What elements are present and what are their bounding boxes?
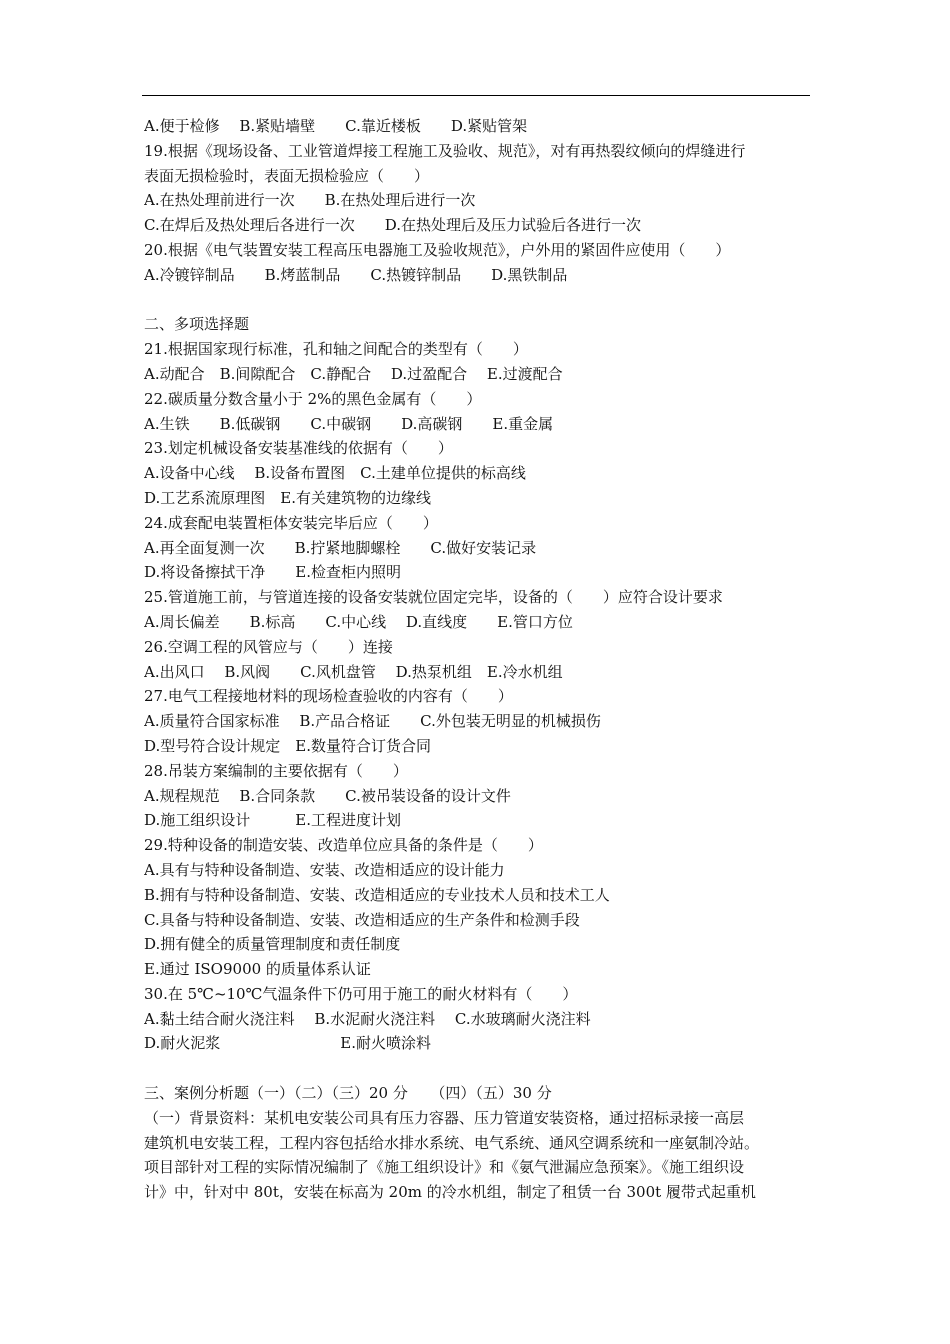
option-line: A.便于检修 B.紧贴墙壁 C.靠近楼板 D.紧贴管架	[144, 117, 528, 135]
question-23: 23.划定机械设备安装基准线的依据有（ ）	[144, 439, 453, 458]
blank-line	[144, 1056, 812, 1081]
question-25: 25.管道施工前，与管道连接的设备安装就位固定完毕，设备的（ ）应符合设计要求	[144, 588, 723, 607]
case-paragraph-line: 计》中，针对中 80t，安装在标高为 20m 的冷水机组，制定了租赁一台 300t 履带式起重机	[144, 1183, 756, 1202]
section-heading-case-analysis: 三、案例分析题（一）（二）（三）20 分 （四）（五）30 分	[144, 1084, 552, 1103]
option-line: D.工艺系流原理图 E.有关建筑物的边缘线	[144, 488, 431, 507]
option-line: E.通过 ISO9000 的质量体系认证	[144, 960, 371, 979]
case-paragraph-line: （一）背景资料：某机电安装公司具有压力容器、压力管道安装资格，通过招标录接一高层	[144, 1108, 745, 1127]
option-line: A.生铁 B.低碳钢 C.中碳钢 D.高碳钢 E.重金属	[144, 414, 554, 433]
case-paragraph-line: 项目部针对工程的实际情况编制了《施工组织设计》和《氨气泄漏应急预案》。《施工组织设	[144, 1158, 745, 1177]
option-line: A.动配合 B.间隙配合 C.静配合 D.过盈配合 E.过渡配合	[144, 364, 563, 383]
option-line: D.拥有健全的质量管理制度和责任制度	[144, 935, 401, 954]
question-20: 20.根据《电气装置安装工程高压电器施工及验收规范》，户外用的紧固件应使用（ ）	[144, 240, 731, 259]
option-line: D.型号符合设计规定 E.数量符合订货合同	[144, 736, 431, 755]
option-line: D.将设备擦拭干净 E.检查柜内照明	[144, 563, 401, 582]
option-line: A.具有与特种设备制造、安装、改造相适应的设计能力	[144, 860, 505, 879]
option-line: A.黏土结合耐火浇注料 B.水泥耐火浇注料 C.水玻璃耐火浇注料	[144, 1009, 591, 1028]
question-22: 22.碳质量分数含量小于 2%的黑色金属有（ ）	[144, 389, 482, 408]
document-body	[144, 114, 812, 1205]
option-line: B.拥有与特种设备制造、安装、改造相适应的专业技术人员和技术工人	[144, 885, 610, 904]
question-30: 30.在 5℃~10℃气温条件下仍可用于施工的耐火材料有（ ）	[144, 984, 578, 1003]
blank-line	[144, 288, 812, 313]
question-27: 27.电气工程接地材料的现场检查验收的内容有（ ）	[144, 687, 513, 706]
option-line: A.设备中心线 B.设备布置图 C.土建单位提供的标高线	[144, 464, 526, 483]
question-21: 21.根据国家现行标准，孔和轴之间配合的类型有（ ）	[144, 340, 528, 359]
option-line: C.在焊后及热处理后各进行一次 D.在热处理后及压力试验后各进行一次	[144, 216, 641, 235]
question-29: 29.特种设备的制造安装、改造单位应具备的条件是（ ）	[144, 836, 543, 855]
section-heading-multiple-choice: 二、多项选择题	[144, 315, 250, 334]
option-line: A.冷镀锌制品 B.烤蓝制品 C.热镀锌制品 D.黑铁制品	[144, 265, 568, 284]
option-line: A.出风口 B.风阀 C.风机盘管 D.热泵机组 E.冷水机组	[144, 662, 563, 681]
question-19-cont: 表面无损检验时，表面无损检验应（ ）	[144, 166, 430, 185]
question-24: 24.成套配电装置柜体安装完毕后应（ ）	[144, 513, 438, 532]
header-rule	[142, 95, 810, 96]
option-line: C.具备与特种设备制造、安装、改造相适应的生产条件和检测手段	[144, 910, 580, 929]
option-line: A.质量符合国家标准 B.产品合格证 C.外包装无明显的机械损伤	[144, 712, 601, 731]
question-26: 26.空调工程的风管应与（ ）连接	[144, 637, 393, 656]
question-19: 19.根据《现场设备、工业管道焊接工程施工及验收、规范》，对有再热裂纹倾向的焊缝进行	[144, 141, 746, 160]
option-line: D.施工组织设计 E.工程进度计划	[144, 811, 401, 830]
option-line: A.在热处理前进行一次 B.在热处理后进行一次	[144, 191, 476, 210]
option-line: A.再全面复测一次 B.拧紧地脚螺栓 C.做好安装记录	[144, 538, 537, 557]
case-paragraph-line: 建筑机电安装工程，工程内容包括给水排水系统、电气系统、通风空调系统和一座氨制冷站。	[144, 1133, 760, 1152]
option-line: D.耐火泥浆 E.耐火喷涂料	[144, 1034, 431, 1053]
question-28: 28.吊装方案编制的主要依据有（ ）	[144, 761, 408, 780]
option-line: A.周长偏差 B.标高 C.中心线 D.直线度 E.管口方位	[144, 612, 573, 631]
option-line: A.规程规范 B.合同条款 C.被吊装设备的设计文件	[144, 786, 511, 805]
